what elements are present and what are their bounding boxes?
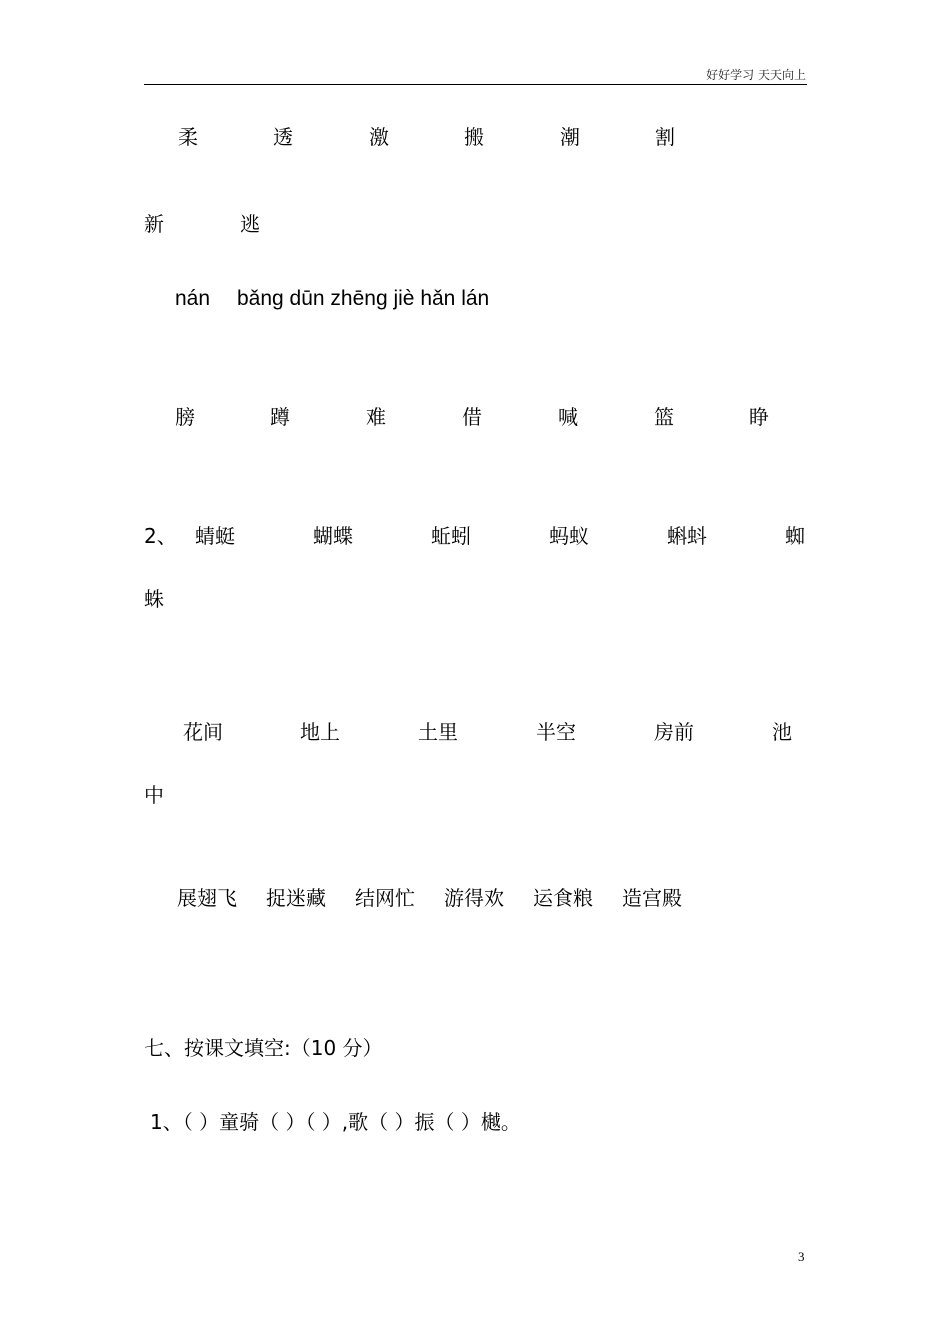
insect-word: 蝴蝶	[313, 524, 353, 548]
char-item: 难	[366, 405, 386, 429]
char-item: 激	[369, 125, 389, 149]
fill-blank-question: 1、（ ）童骑（ ）（ ）,歌（ ）振（ ）樾。	[150, 1110, 521, 1134]
char-item: 借	[462, 405, 482, 429]
char-item: 喊	[558, 405, 578, 429]
char-item: 篮	[654, 405, 674, 429]
header-rule	[144, 84, 807, 85]
action-word: 游得欢	[444, 886, 504, 910]
char-item: 柔	[178, 125, 198, 149]
place-word-wrap: 中	[144, 783, 164, 807]
place-word: 池	[772, 720, 792, 744]
insect-word: 蝌蚪	[667, 524, 707, 548]
action-word: 结网忙	[355, 886, 415, 910]
char-item: 新	[144, 212, 164, 236]
page-number: 3	[798, 1249, 805, 1264]
insect-word: 蜻蜓	[195, 524, 235, 548]
char-item: 透	[273, 125, 293, 149]
place-word: 房前	[654, 720, 694, 744]
char-item: 搬	[464, 125, 484, 149]
action-word: 捉迷藏	[266, 886, 326, 910]
place-word: 花间	[183, 720, 223, 744]
section-title: 七、按课文填空:（10 分）	[144, 1036, 383, 1060]
place-word: 半空	[536, 720, 576, 744]
char-item: 睁	[749, 405, 769, 429]
place-word: 土里	[418, 720, 458, 744]
pinyin-item: bǎnɡ dūn zhēnɡ jiè hǎn lán	[237, 287, 490, 310]
place-word: 地上	[300, 720, 340, 744]
char-item: 膀	[175, 405, 195, 429]
char-item: 割	[655, 125, 675, 149]
action-word: 展翅飞	[177, 886, 237, 910]
pinyin-item: nán	[175, 287, 211, 310]
action-word: 造宫殿	[622, 886, 682, 910]
char-item: 逃	[240, 212, 260, 236]
action-word: 运食粮	[533, 886, 593, 910]
insect-word: 蚂蚁	[549, 524, 589, 548]
char-item: 潮	[560, 125, 580, 149]
question-number: 2、	[144, 524, 177, 548]
char-item: 蹲	[270, 405, 290, 429]
insect-word-wrap: 蛛	[144, 587, 164, 611]
insect-word: 蜘	[785, 524, 805, 548]
page-header-text: 好好学习 天天向上	[706, 68, 806, 82]
insect-word: 蚯蚓	[431, 524, 471, 548]
